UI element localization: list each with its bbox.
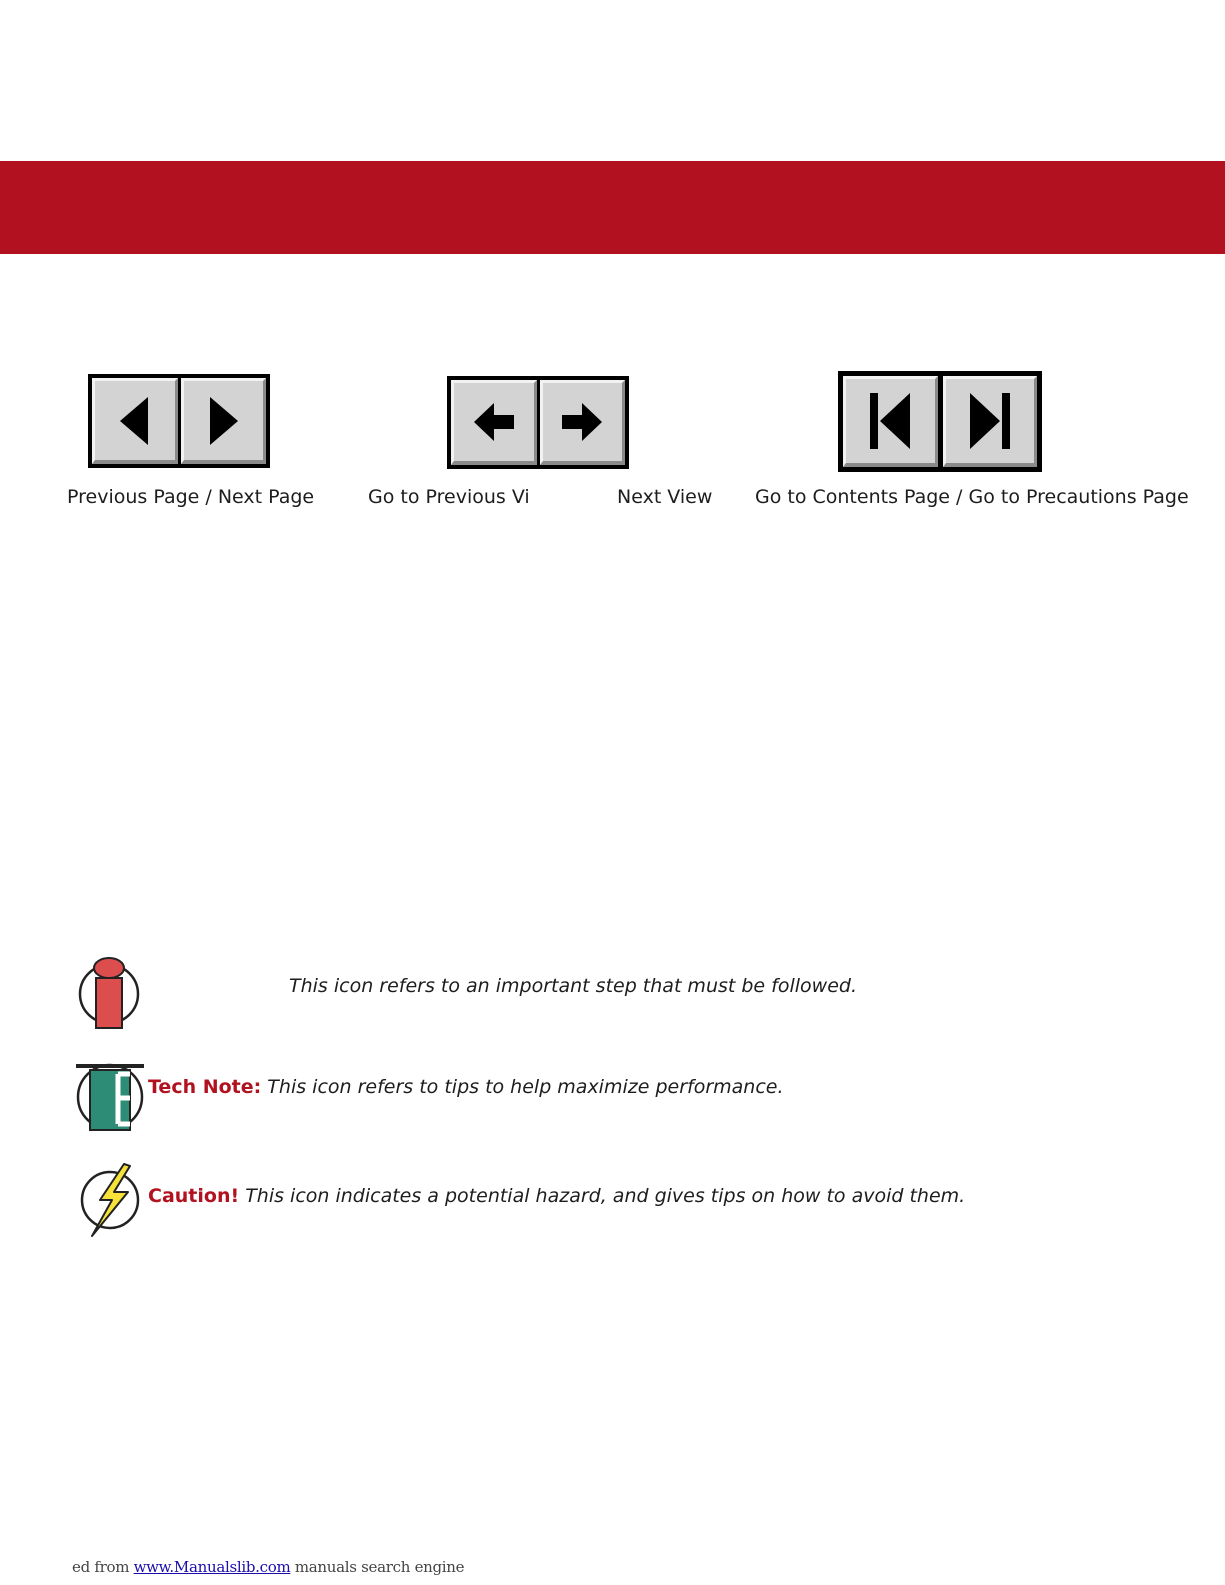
skip-last-icon	[967, 391, 1013, 451]
next-page-button[interactable]	[181, 378, 267, 464]
triangle-right-icon	[206, 395, 240, 447]
precautions-page-button[interactable]	[943, 376, 1038, 467]
page-nav-buttons	[88, 374, 270, 468]
caution-note-label: Caution!	[148, 1185, 240, 1207]
skip-first-icon	[867, 391, 913, 451]
triangle-left-icon	[118, 395, 152, 447]
contents-page-button[interactable]	[843, 376, 938, 467]
footer	[72, 1558, 464, 1576]
important-note-body: This icon refers to an important step that must be followed.	[289, 975, 857, 997]
section-nav-buttons	[838, 371, 1042, 472]
footer-suffix: manuals search engine	[294, 1558, 465, 1576]
previous-page-button[interactable]	[92, 378, 178, 464]
next-view-button[interactable]	[540, 380, 626, 465]
arrow-right-icon	[560, 400, 604, 444]
tech-note-label: Tech Note:	[148, 1076, 262, 1098]
footer-prefix: ed from	[72, 1558, 130, 1576]
section-nav-caption: Go to Contents Page / Go to Precautions Page	[755, 486, 1189, 508]
view-nav-caption-right: Next View	[617, 486, 713, 508]
page-nav-caption: Previous Page / Next Page	[67, 486, 315, 508]
tech-note-body: This icon refers to tips to help maximize performance.	[267, 1076, 784, 1098]
important-note-text	[289, 975, 857, 997]
caution-note-text	[148, 1185, 965, 1207]
tech-note-text	[148, 1076, 784, 1098]
arrow-left-icon	[472, 400, 516, 444]
tech-note-icon	[74, 1060, 148, 1138]
caution-icon	[78, 1160, 144, 1244]
previous-view-button[interactable]	[451, 380, 537, 465]
important-icon	[76, 956, 142, 1036]
view-nav-buttons	[447, 376, 629, 469]
header-band	[0, 161, 1225, 254]
footer-link[interactable]: www.Manualslib.com	[133, 1558, 291, 1576]
view-nav-caption-left: Go to Previous Vi	[368, 486, 530, 508]
caution-note-body: This icon indicates a potential hazard, and gives tips on how to avoid them.	[245, 1185, 966, 1207]
